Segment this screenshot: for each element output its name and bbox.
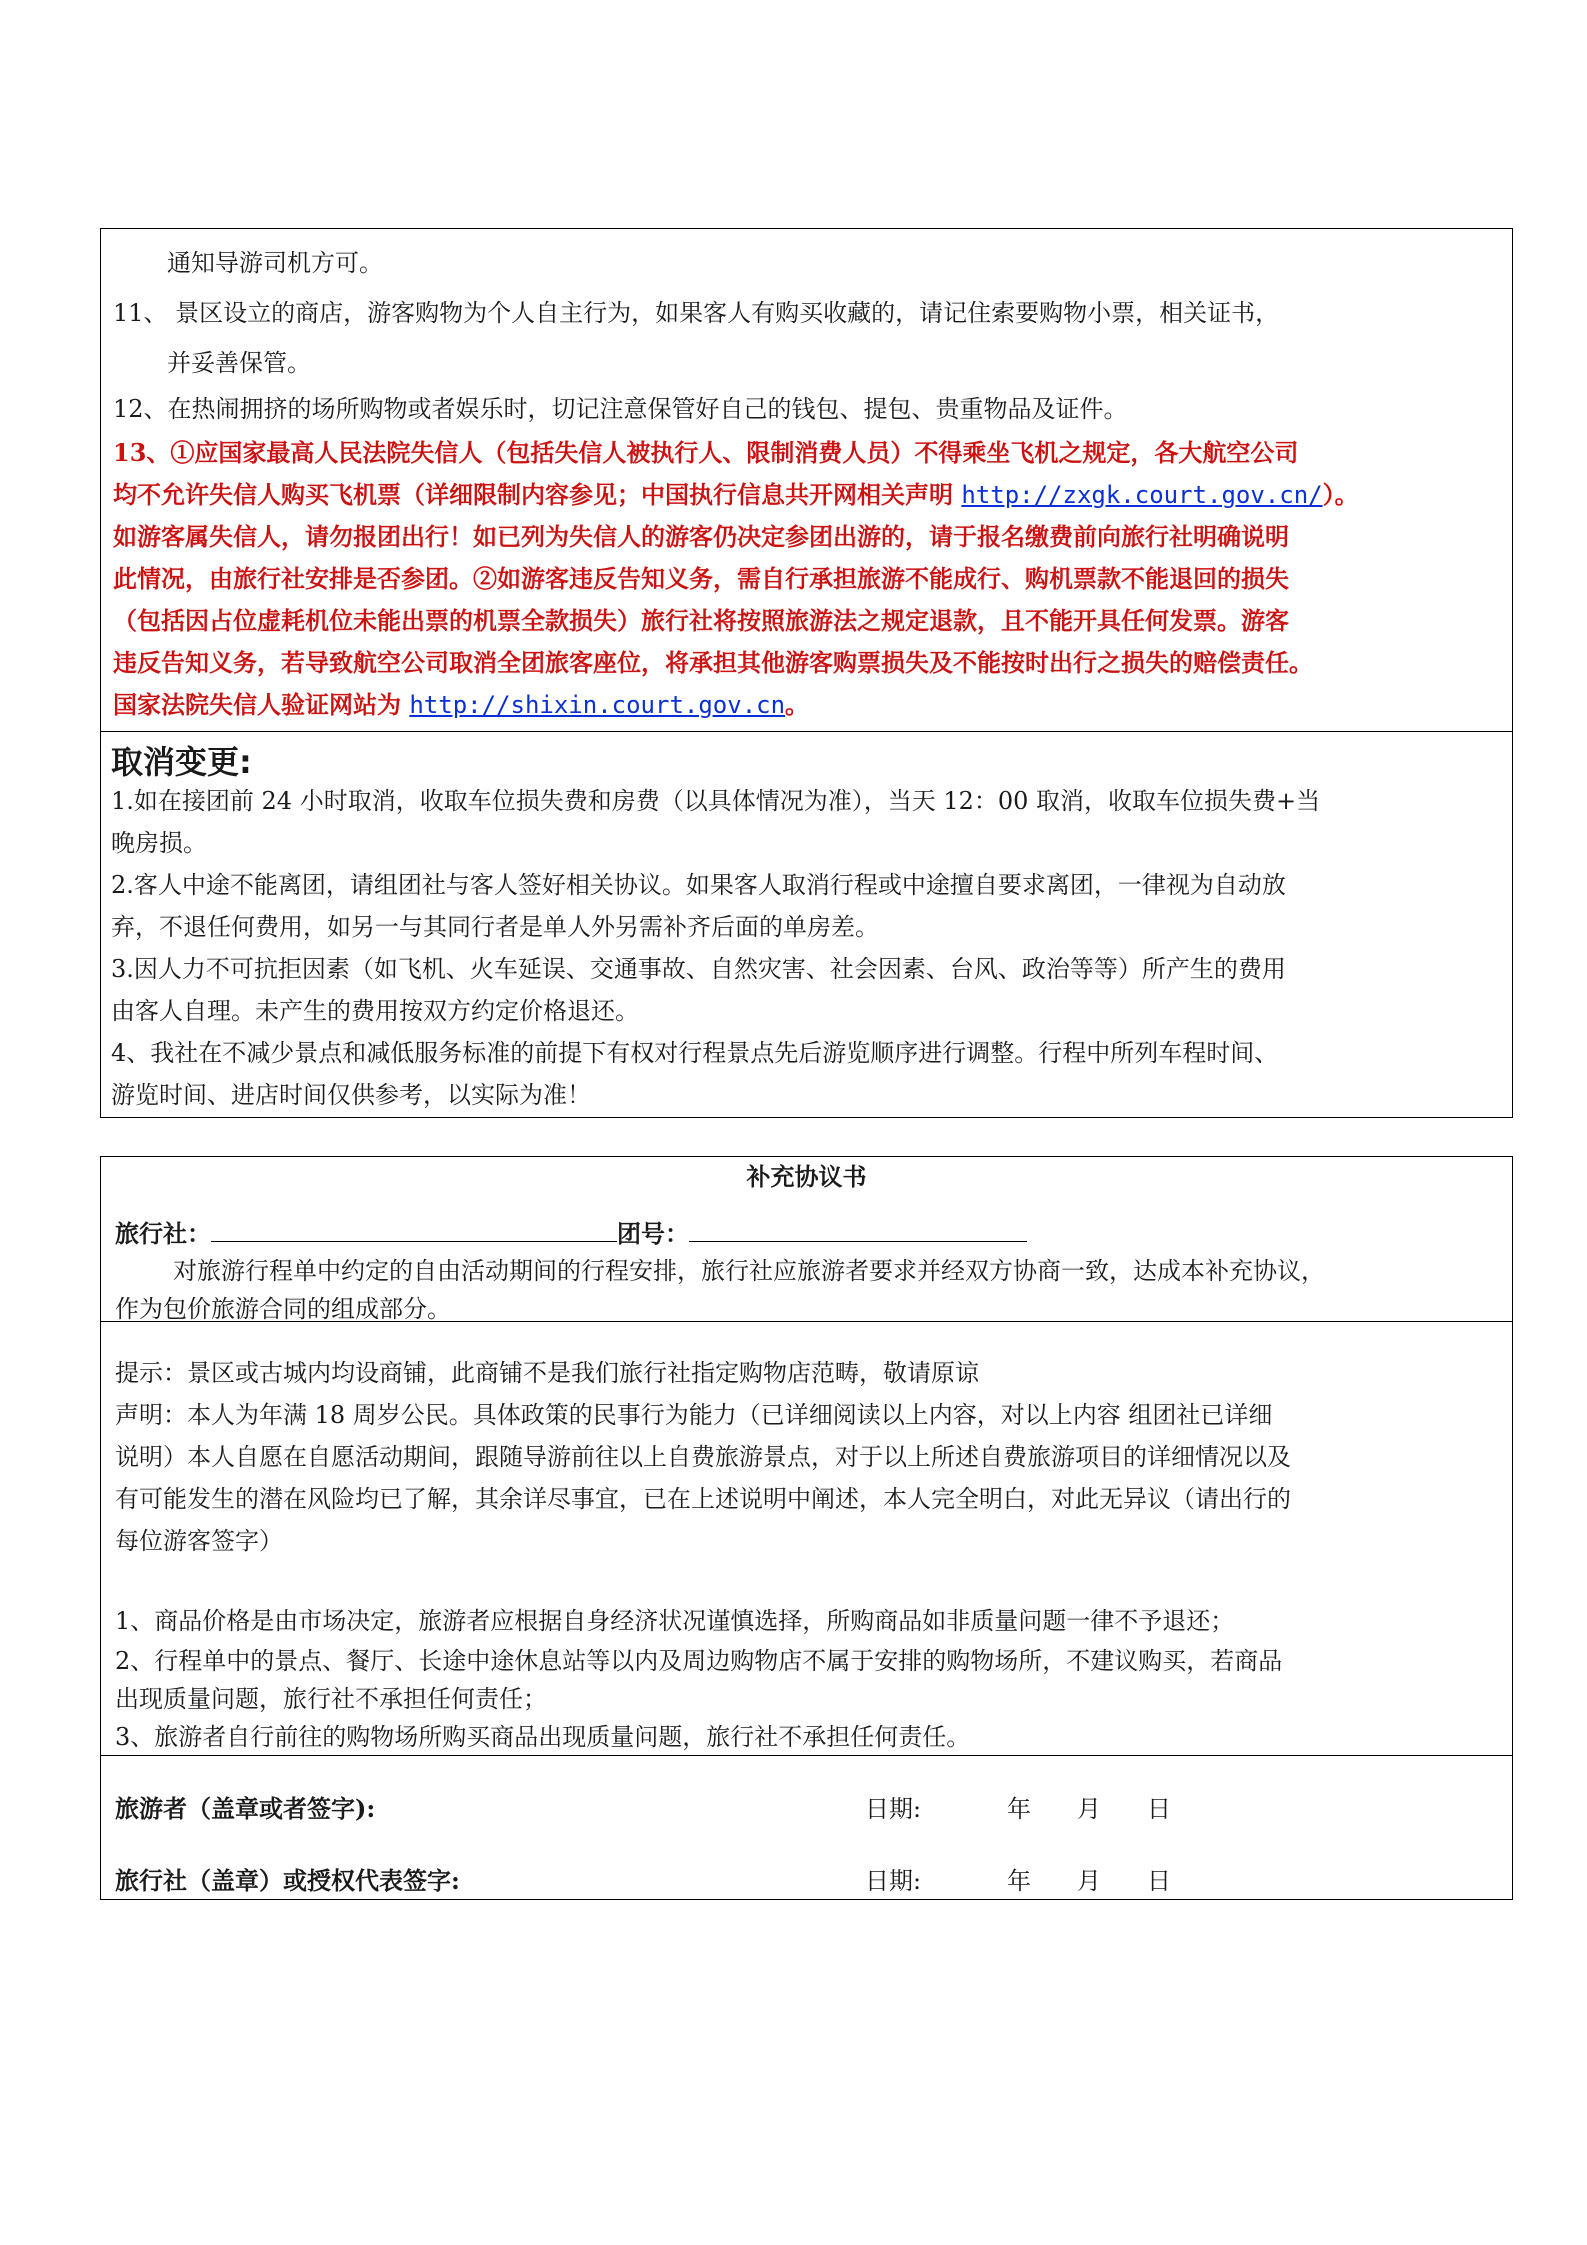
- agency-row: [115, 1211, 1027, 1254]
- rule-2-line1: 2、行程单中的景点、餐厅、长途中途休息站等以内及周边购物店不属于安排的购物场所，不建议购买，若商品: [115, 1647, 1283, 1675]
- tip-text: 提示：景区或古城内均设商铺，此商铺不是我们旅行社指定购物店范畴，敬请原谅: [115, 1359, 979, 1387]
- group-label: 团号：: [617, 1219, 689, 1248]
- note-item-13-line1: 13、①应国家最高人民法院失信人（包括失信人被执行人、限制消费人员）不得乘坐飞机之规定，各大航空公司: [113, 438, 1299, 467]
- cancel-p4-line1: 4、我社在不减少景点和减低服务标准的前提下有权对行程景点先后游览顺序进行调整。行程中所列车程时间、: [111, 1039, 1279, 1067]
- agreement-title: 补充协议书: [746, 1162, 867, 1191]
- agency-date-year: 年: [1007, 1867, 1031, 1895]
- agency-date-label: 日期:: [865, 1867, 922, 1895]
- declaration-line1: 声明：本人为年满 18 周岁公民。具体政策的民事行为能力（已详细阅读以上内容，对以上内容 组团社已详细: [115, 1401, 1273, 1429]
- note-item-13-line5: （包括因占位虚耗机位未能出票的机票全款损失）旅行社将按照旅游法之规定退款，且不能开具任何发票。游客: [113, 606, 1289, 635]
- section-divider: [101, 731, 1512, 732]
- agency-date-day: 日: [1147, 1867, 1171, 1895]
- notes-box: [100, 228, 1513, 1118]
- agency-label: 旅行社：: [115, 1219, 211, 1248]
- note-item-11: 11、 景区设立的商店，游客购物为个人自主行为，如果客人有购买收藏的，请记住索要购物小票，相关证书，: [113, 299, 1280, 327]
- note-item-13-line4: 此情况，由旅行社安排是否参团。②如游客违反告知义务，需自行承担旅游不能成行、购机票款不能退回的损失: [113, 564, 1289, 593]
- agreement-divider-2: [101, 1755, 1512, 1756]
- tourist-signature-label: 旅游者（盖章或者签字):: [115, 1794, 376, 1823]
- tourist-date-year: 年: [1007, 1795, 1031, 1823]
- note-item-12: 12、在热闹拥挤的场所购物或者娱乐时，切记注意保管好自己的钱包、提包、贵重物品及证件。: [113, 395, 1128, 423]
- agency-signature-label: 旅行社（盖章）或授权代表签字:: [115, 1866, 460, 1895]
- cancel-p2-line1: 2.客人中途不能离团，请组团社与客人签好相关协议。如果客人取消行程或中途擅自要求离团，一律视为自动放: [111, 871, 1286, 899]
- note-continuation: 通知导游司机方可。: [167, 249, 383, 277]
- intro-line1: 对旅游行程单中约定的自由活动期间的行程安排，旅行社应旅游者要求并经双方协商一致，达成本补充协议，: [173, 1257, 1325, 1285]
- cancel-p1-line1: 1.如在接团前 24 小时取消，收取车位损失费和房费（以具体情况为准），当天 12：00 取消，收取车位损失费+当: [111, 787, 1321, 815]
- cancel-heading: 取消变更:: [111, 743, 252, 781]
- declaration-line3: 有可能发生的潜在风险均已了解，其余详尽事宜，已在上述说明中阐述，本人完全明白，对此无异议（请出行的: [115, 1485, 1291, 1513]
- agreement-divider-1: [101, 1321, 1512, 1322]
- declaration-line2: 说明）本人自愿在自愿活动期间，跟随导游前往以上自费旅游景点，对于以上所述自费旅游项目的详细情况以及: [115, 1443, 1291, 1471]
- tourist-date-month: 月: [1077, 1795, 1101, 1823]
- note-item-13-line2: [113, 475, 1359, 515]
- tourist-date-label: 日期:: [865, 1795, 922, 1823]
- cancel-p2-line2: 弃，不退任何费用，如另一与其同行者是单人外另需补齐后面的单房差。: [111, 913, 879, 941]
- note-item-13-line6: 违反告知义务，若导致航空公司取消全团旅客座位，将承担其他游客购票损失及不能按时出行之损失的赔偿责任。: [113, 648, 1313, 677]
- note-item-13-line2-end: ）。: [1322, 480, 1359, 509]
- intro-line2: 作为包价旅游合同的组成部分。: [115, 1295, 451, 1323]
- cancel-p3-line2: 由客人自理。未产生的费用按双方约定价格退还。: [111, 997, 639, 1025]
- note-item-13-line2-text: 均不允许失信人购买飞机票（详细限制内容参见；中国执行信息共开网相关声明: [113, 480, 962, 509]
- note-item-13-line7-end: 。: [785, 690, 810, 719]
- rule-1: 1、商品价格是由市场决定，旅游者应根据自身经济状况谨慎选择，所购商品如非质量问题一律不予退还；: [115, 1607, 1235, 1635]
- declaration-line4: 每位游客签字）: [115, 1527, 283, 1555]
- note-item-11-cont: 并妥善保管。: [167, 349, 311, 377]
- agreement-box: [100, 1156, 1513, 1900]
- cancel-p4-line2: 游览时间、进店时间仅供参考，以实际为准！: [111, 1081, 591, 1109]
- cancel-p3-line1: 3.因人力不可抗拒因素（如飞机、火车延误、交通事故、自然灾害、社会因素、台风、政治等等）所产生的费用: [111, 955, 1286, 983]
- zxgk-link[interactable]: http://zxgk.court.gov.cn/: [961, 481, 1323, 509]
- agency-date-month: 月: [1077, 1867, 1101, 1895]
- shixin-link[interactable]: http://shixin.court.gov.cn: [409, 691, 786, 719]
- note-item-13-line7: [113, 685, 809, 725]
- cancel-p1-line2: 晚房损。: [111, 829, 207, 857]
- rule-2-line2: 出现质量问题，旅行社不承担任何责任；: [115, 1685, 547, 1713]
- group-number-field[interactable]: [689, 1211, 1027, 1242]
- tourist-date-day: 日: [1147, 1795, 1171, 1823]
- agency-field[interactable]: [211, 1211, 617, 1242]
- rule-3: 3、旅游者自行前往的购物场所购买商品出现质量问题，旅行社不承担任何责任。: [115, 1723, 971, 1751]
- note-item-13-line7-text: 国家法院失信人验证网站为: [113, 690, 410, 719]
- note-item-13-line3: 如游客属失信人，请勿报团出行！如已列为失信人的游客仍决定参团出游的，请于报名缴费前向旅行社明确说明: [113, 522, 1289, 551]
